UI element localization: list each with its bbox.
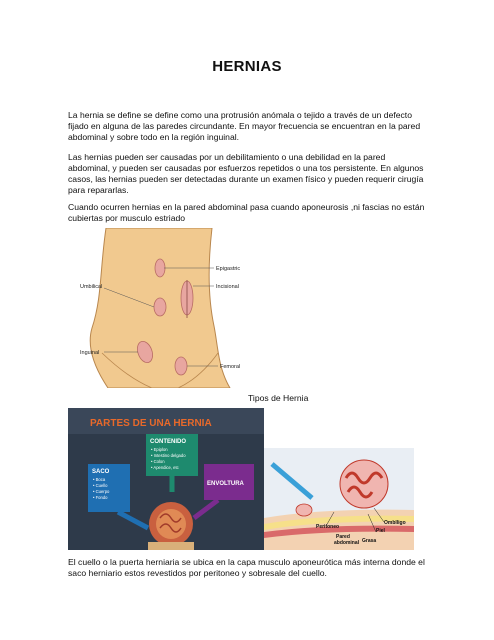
label-abdominal: abdominal bbox=[334, 540, 360, 546]
label-peritoneo: Peritoneo bbox=[316, 524, 340, 530]
paragraph-hernia-neck: El cuello o la puerta herniaria se ubica en la capa musculo aponeurótica más interna donde el saco herniario estos revestidos por peritoneo y sobresale del cuello. bbox=[68, 557, 425, 578]
label-femoral: Femoral bbox=[220, 364, 241, 370]
label-umbilical: Umbilical bbox=[80, 284, 103, 290]
epigastric-hernia bbox=[155, 259, 165, 277]
label-piel: Piel bbox=[376, 528, 385, 534]
label-pared: Pared bbox=[336, 534, 350, 540]
contenido-item: • Colon bbox=[151, 459, 165, 464]
umbilical-hernia bbox=[154, 298, 166, 316]
envoltura-title: ENVOLTURA bbox=[207, 481, 244, 487]
figure-caption: Tipos de Hernia bbox=[248, 393, 309, 403]
femoral-hernia bbox=[175, 357, 187, 375]
tissue-base bbox=[148, 542, 194, 550]
paragraph-causes: Las hernias pueden ser causadas por un debilitamiento o una debilidad en la pared abdominal, y pueden ser causadas por esfuerzos repetidos o una tos persistente. En algunos casos, las hernias pueden ser detectadas durante un examen físico y pueden requerir cirugía para repararlas. bbox=[68, 152, 424, 195]
hernia-types-illustration bbox=[68, 228, 258, 388]
saco-item: • Cuerpo bbox=[93, 489, 110, 494]
contenido-item: • Apendice, etc bbox=[151, 465, 179, 470]
saco-item: • Cuello bbox=[93, 483, 108, 488]
saco-title: SACO bbox=[92, 469, 110, 475]
label-epigastric: Epigastric bbox=[216, 266, 241, 272]
paragraph-abdominal-wall: Cuando ocurren hernias en la pared abdominal pasa cuando aponeurosis ,ni fascias no están cubiertas por musculo estriado bbox=[68, 202, 425, 223]
contenido-title: CONTENIDO bbox=[150, 439, 186, 445]
saco-item: • Fondo bbox=[93, 495, 108, 500]
label-grasa: Grasa bbox=[362, 538, 377, 544]
paragraph-definition: La hernia se define se define como una protrusión anómala o tejido a través de un defecto fijado en alguna de las paredes circundante. En mayor frecuencia se encuentran en la pared abdominal y sobre todo en la región inguinal. bbox=[68, 110, 421, 142]
label-inguinal: Inguinal bbox=[80, 350, 100, 356]
contenido-item: • Epiplon bbox=[151, 447, 168, 452]
diagram-heading: PARTES DE UNA HERNIA bbox=[90, 418, 212, 429]
page-title: HERNIAS bbox=[212, 58, 282, 75]
label-omblligo: Omblligo bbox=[384, 520, 406, 526]
hernia-cross-section-diagram bbox=[264, 448, 414, 550]
small-sac bbox=[296, 504, 312, 516]
contenido-item: • Intestino delgado bbox=[151, 453, 186, 458]
label-incisional: Incisional bbox=[216, 284, 239, 290]
hernia-content-illustration bbox=[156, 509, 186, 539]
hernia-parts-diagram bbox=[68, 408, 264, 550]
saco-item: • Boca bbox=[93, 477, 106, 482]
